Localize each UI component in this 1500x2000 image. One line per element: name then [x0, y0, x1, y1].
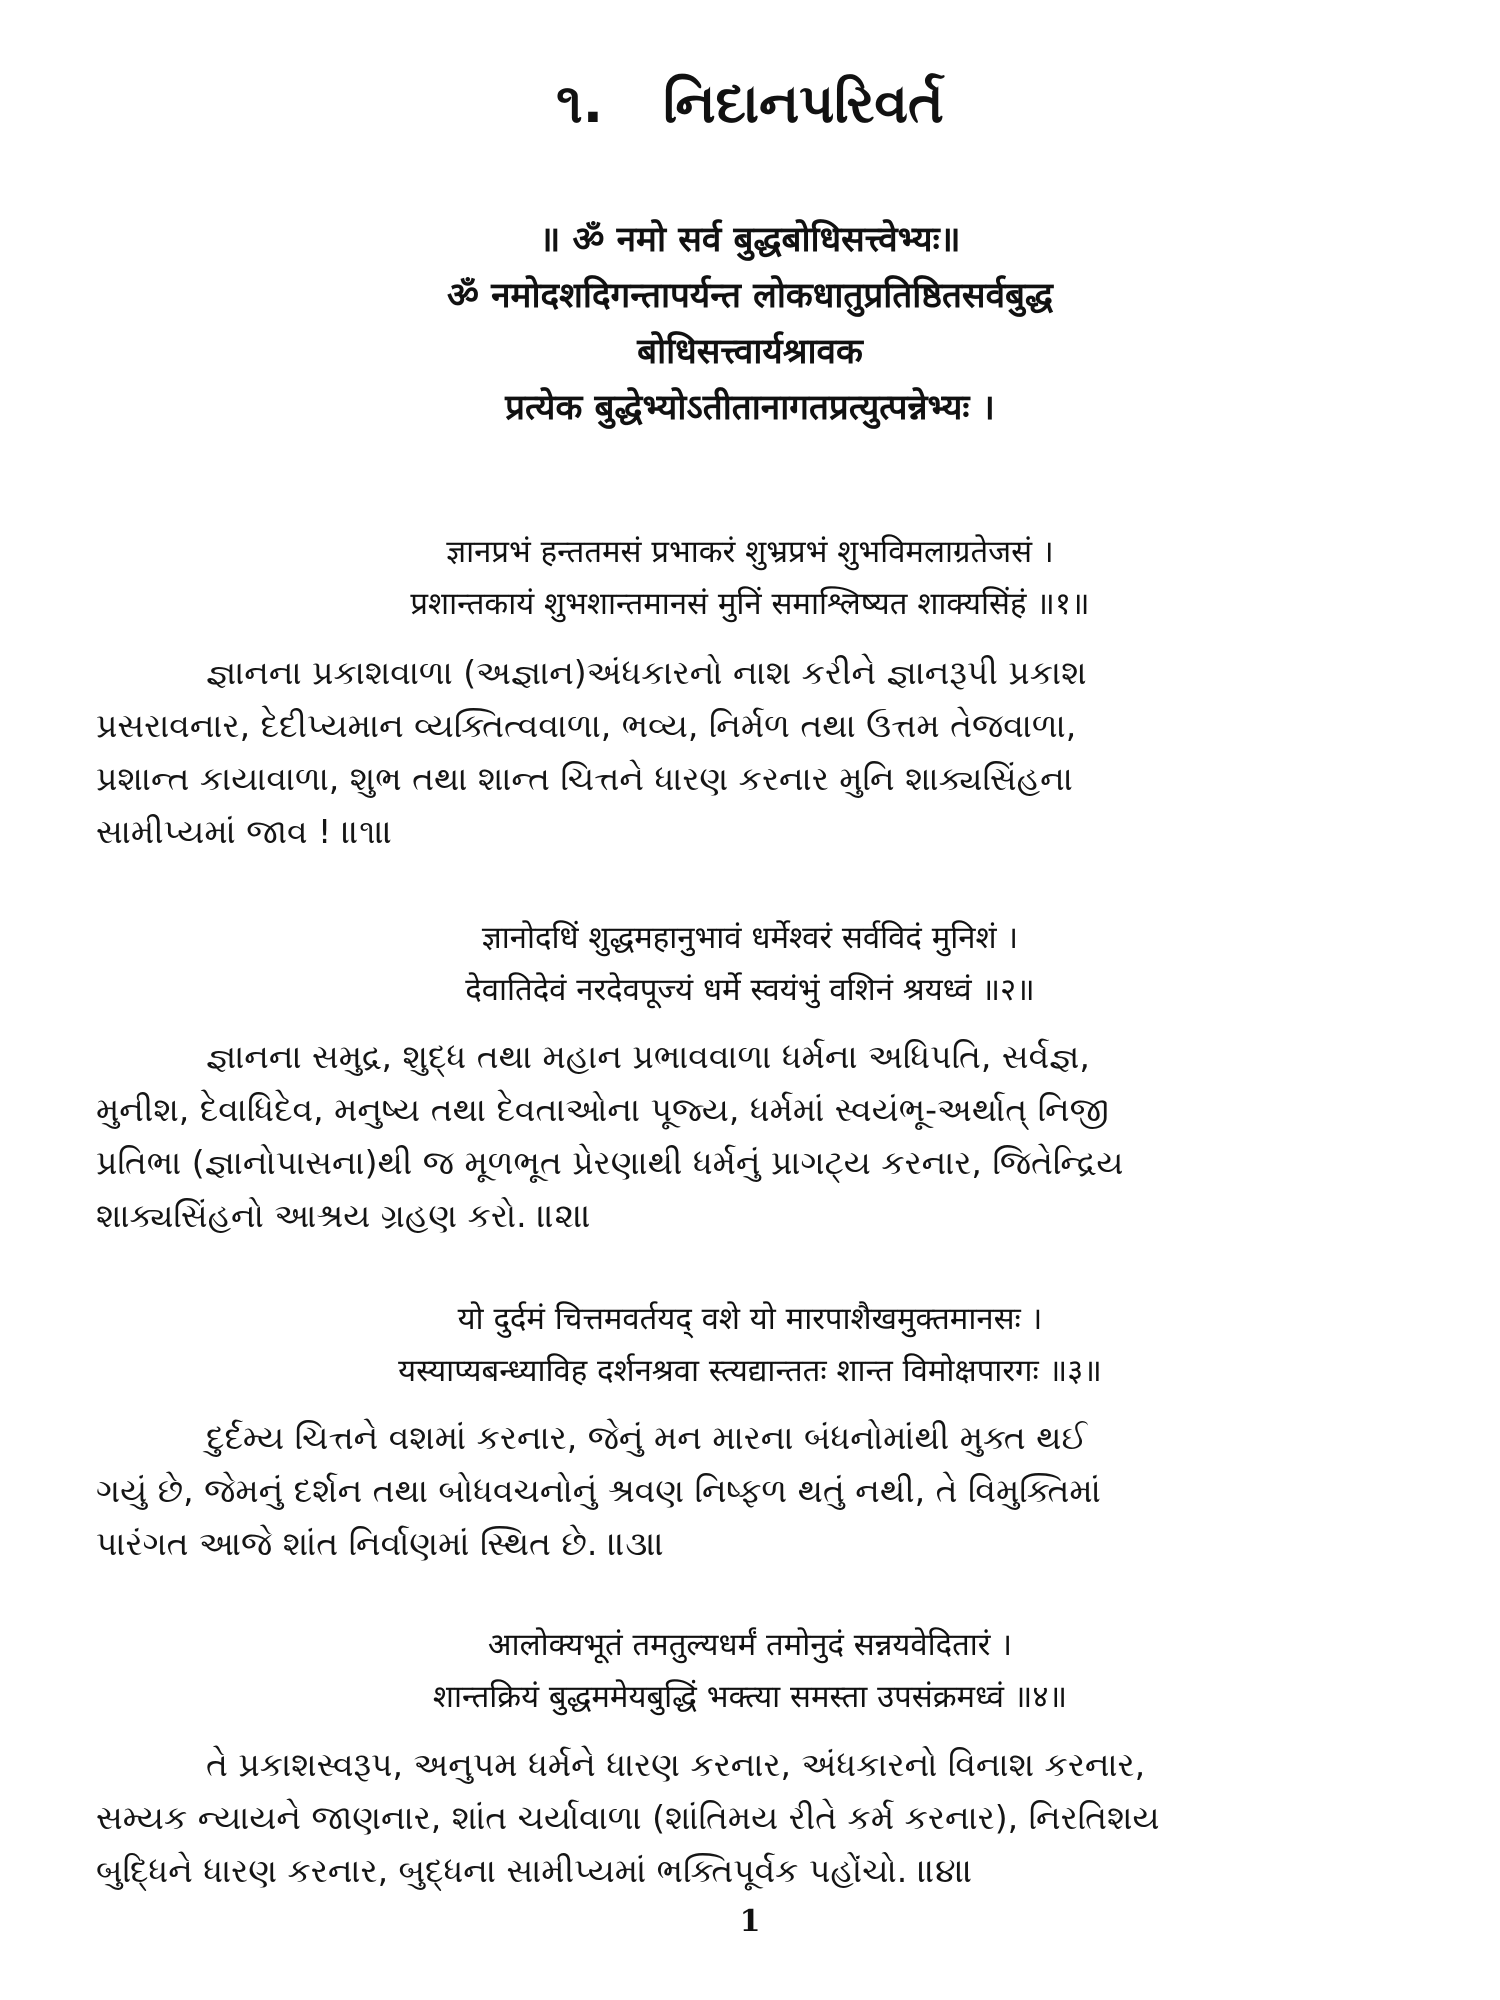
sanskrit-line: प्रशान्तकायं शुभशान्तमानसं मुनिं समाश्लिष्यत शाक्यसिंहं ॥१॥	[410, 586, 1090, 622]
translation-line: પ્રશાન્ત કાયાવાળા, શુભ તથા શાન્ત ચિત્તને ધારણ કરનાર મુનિ શાક્યસિંહના	[96, 759, 1073, 798]
invocation-line: ॥ ॐ नमो सर्व बुद्धबोधिसत्त्वेभ्यः॥	[539, 220, 961, 260]
chapter-name: નિદાનપરિવર્ત	[663, 72, 944, 135]
translation-line: તે પ્રકાશસ્વરૂપ, અનુપમ ધર્મને ધારણ કરનાર, અંધકારનો વિનાશ કરનાર,	[206, 1745, 1146, 1784]
sanskrit-line: आलोक्यभूतं तमतुल्यधर्मं तमोनुदं सन्नयवेदितारं ।	[487, 1627, 1013, 1663]
translation-line: દુર્દમ્ય ચિત્તને વશમાં કરનાર, જેનું મન મારના બંધનોમાંથી મુક્ત થઈ	[206, 1418, 1087, 1457]
translation-line: પ્રતિભા (જ્ઞાનોપાસના)થી જ મૂળભૂત પ્રેરણાથી ધર્મનું પ્રાગટ્ય કરનાર, જિતેન્દ્રિય	[96, 1143, 1124, 1182]
translation-line: બુદ્ધિને ધારણ કરનાર, બુદ્ધના સામીપ્યમાં ભક્તિપૂર્વક પહોંચો. ॥૪॥	[96, 1851, 974, 1890]
sanskrit-line: यो दुर्दमं चित्तमवर्तयद् वशे यो मारपाशैखमुक्तमानसः ।	[457, 1301, 1043, 1337]
verse-4-translation	[96, 1738, 1436, 1897]
translation-line: શાક્યસિંહનો આશ્રય ગ્રહણ કરો. ॥૨॥	[96, 1196, 592, 1235]
sanskrit-line: ज्ञानप्रभं हन्ततमसं प्रभाकरं शुभ्रप्रभं शुभविमलाग्रतेजसं ।	[446, 534, 1054, 570]
translation-line: જ્ઞાનના સમુદ્ર, શુદ્ધ તથા મહાન પ્રભાવવાળા ધર્મના અધિપતિ, સર્વજ્ઞ,	[206, 1037, 1090, 1076]
translation-line: પ્રસરાવનાર, દેદીપ્યમાન વ્યક્તિત્વવાળા, ભવ્ય, નિર્મળ તથા ઉત્તમ તેજવાળા,	[96, 706, 1077, 745]
verse-1-sanskrit	[0, 526, 1500, 630]
translation-line: પારંગત આજે શાંત નિર્વાણમાં સ્થિત છે. ॥૩॥	[96, 1524, 665, 1563]
translation-line: ગયું છે, જેમનું દર્શન તથા બોધવચનોનું શ્રવણ નિષ્ફળ થતું નથી, તે વિમુક્તિમાં	[96, 1471, 1101, 1510]
verse-1-translation	[96, 646, 1436, 858]
chapter-title	[0, 66, 1500, 142]
sanskrit-line: देवातिदेवं नरदेवपूज्यं धर्मे स्वयंभुं वशिनं श्रयध्वं ॥२॥	[465, 972, 1035, 1008]
verse-3-sanskrit	[0, 1293, 1500, 1397]
translation-line: જ્ઞાનના પ્રકાશવાળા (અજ્ઞાન)અંધકારનો નાશ કરીને જ્ઞાનરૂપી પ્રકાશ	[206, 653, 1087, 692]
verse-4-sanskrit	[0, 1619, 1500, 1723]
translation-line: સામીપ્યમાં જાવ ! ॥૧॥	[96, 812, 393, 851]
sanskrit-line: यस्याप्यबन्ध्याविह दर्शनश्रवा स्त्यद्यान्ततः शान्त विमोक्षपारगः ॥३॥	[398, 1353, 1102, 1389]
invocation-line: बोधिसत्त्वार्यश्रावक	[637, 332, 863, 372]
verse-2-sanskrit	[0, 912, 1500, 1016]
verse-3-translation	[96, 1411, 1436, 1570]
invocation-line: प्रत्येक बुद्धेभ्योऽतीतानागतप्रत्युत्पन्नेभ्यः ।	[505, 388, 995, 428]
translation-line: મુનીશ, દેવાધિદેવ, મનુષ્ય તથા દેવતાઓના પૂજ્ય, ધર્મમાં સ્વયંભૂ-અર્થાત્ નિજી	[96, 1090, 1109, 1129]
verse-2-translation	[96, 1030, 1436, 1242]
invocation-line: ॐ नमोदशदिगन्तापर्यन्त लोकधातुप्रतिष्ठितसर्वबुद्ध	[446, 276, 1053, 316]
sanskrit-line: ज्ञानोदधिं शुद्धमहानुभावं धर्मेश्वरं सर्वविदं मुनिशं ।	[481, 920, 1019, 956]
page-number: 1	[739, 1904, 761, 1939]
translation-line: સમ્યક ન્યાયને જાણનાર, શાંત ચર્યાવાળા (શાંતિમય રીતે કર્મ કરનાર), નિરતિશય	[96, 1798, 1160, 1837]
chapter-number: ૧.	[556, 72, 604, 135]
sanskrit-line: शान्तक्रियं बुद्धममेयबुद्धिं भक्त्या समस्ता उपसंक्रमध्वं ॥४॥	[432, 1679, 1068, 1715]
invocation-block	[0, 212, 1500, 436]
